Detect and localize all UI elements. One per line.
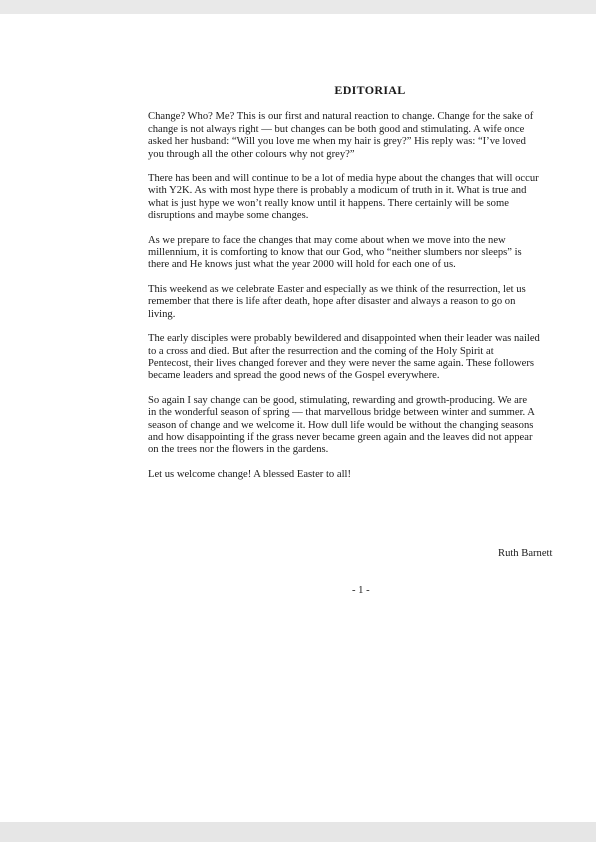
paragraph-line: in the wonderful season of spring — that marvellous bridge between winter and summer. A <box>148 407 535 419</box>
author-signature: Ruth Barnett <box>498 548 553 559</box>
paragraph-2 <box>148 173 592 223</box>
scan-edge-top <box>0 0 596 14</box>
paragraph-line: to a cross and died. But after the resurrection and the coming of the Holy Spirit at <box>148 345 494 357</box>
paragraph-line: This weekend as we celebrate Easter and especially as we think of the resurrection, let us <box>148 283 526 295</box>
scan-edge-bottom <box>0 822 596 842</box>
paragraph-5 <box>148 333 592 383</box>
paragraph-7 <box>148 469 592 481</box>
paragraph-line: on the trees nor the flowers in the gardens. <box>148 444 329 456</box>
paragraph-line: living. <box>148 308 176 320</box>
page-number: - 1 - <box>352 585 370 596</box>
paragraph-line: remember that there is life after death, hope after disaster and always a reason to go on <box>148 296 516 308</box>
paragraph-line: disruptions and maybe some changes. <box>148 210 309 222</box>
paragraph-line: As we prepare to face the changes that may come about when we move into the new <box>148 234 506 246</box>
paragraph-line: Let us welcome change! A blessed Easter to all! <box>148 468 351 480</box>
paragraph-line: became leaders and spread the good news of the Gospel everywhere. <box>148 370 440 382</box>
paragraph-line: change is not always right — but changes can be both good and stimulating. A wife once <box>148 123 525 135</box>
paragraph-3 <box>148 235 592 272</box>
paragraph-line: There has been and will continue to be a lot of media hype about the changes that will occur <box>148 173 539 185</box>
paragraph-line: and how disappointing if the grass never became green again and the leaves did not appear <box>148 431 533 443</box>
paragraph-line: season of change and we welcome it. How dull life would be without the changing seasons <box>148 419 534 431</box>
paragraph-line: with Y2K. As with most hype there is probably a modicum of truth in it. What is true and <box>148 185 527 197</box>
editorial-title: EDITORIAL <box>334 83 406 97</box>
paragraph-line: you through all the other colours why not grey?” <box>148 148 355 160</box>
paragraph-6 <box>148 395 592 457</box>
paragraph-line: millennium, it is comforting to know that our God, who “neither slumbers nor sleeps” is <box>148 247 522 259</box>
paragraph-4 <box>148 284 592 321</box>
paragraph-line: The early disciples were probably bewildered and disappointed when their leader was nailed <box>148 333 540 345</box>
page-content <box>148 84 592 493</box>
paragraph-line: Change? Who? Me? This is our first and natural reaction to change. Change for the sake of <box>148 111 534 123</box>
paragraph-line: Pentecost, their lives changed forever and they were never the same again. These followers <box>148 357 535 369</box>
paragraph-line: what is just hype we won’t really know until it happens. There certainly will be some <box>148 197 509 209</box>
paragraph-line: So again I say change can be good, stimulating, rewarding and growth-producing. We are <box>148 394 528 406</box>
paragraph-line: there and He knows just what the year 2000 will hold for each one of us. <box>148 259 456 271</box>
paragraph-line: asked her husband: “Will you love me when my hair is grey?” His reply was: “I’ve loved <box>148 136 526 148</box>
paragraph-1 <box>148 111 592 161</box>
